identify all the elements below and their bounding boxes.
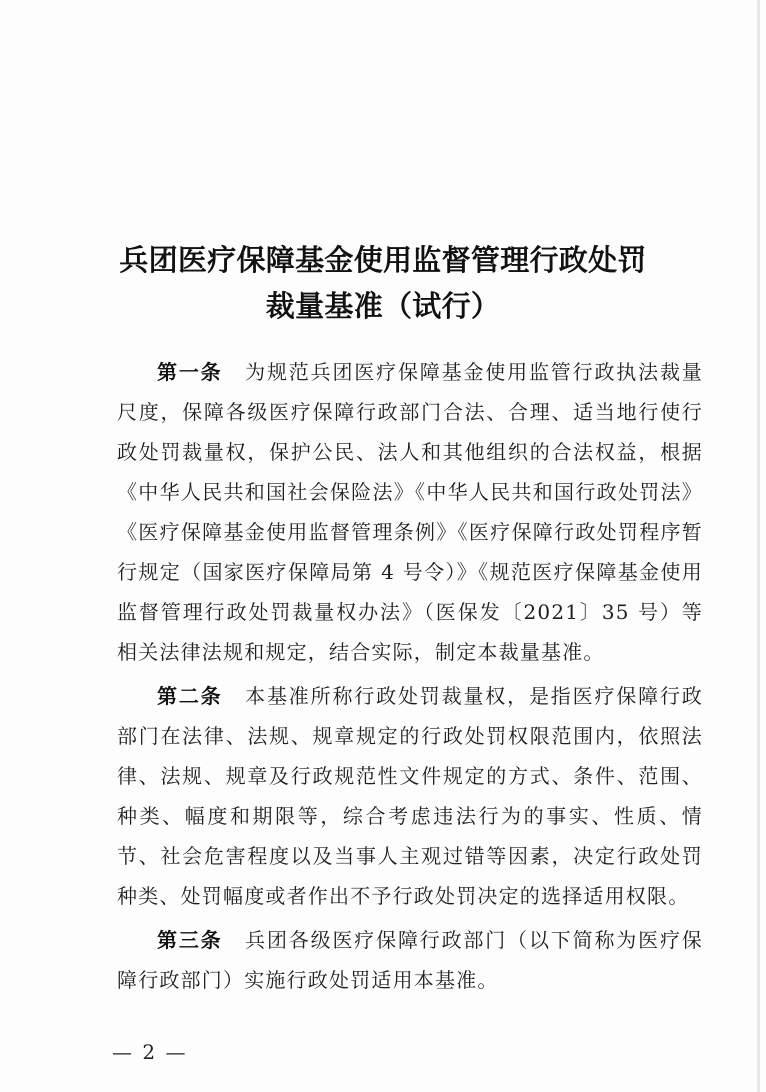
- article-1: [117, 352, 703, 672]
- article-3-text: 兵团各级医疗保障行政部门（以下简称为医疗保障行政部门）实施行政处罚适用本基准。: [117, 928, 703, 992]
- article-1-text: 为规范兵团医疗保障基金使用监管行政执法裁量尺度，保障各级医疗保障行政部门合法、合理、适当地行使行政处罚裁量权，保护公民、法人和其他组织的合法权益，根据《中华人民共和国社会保险法》《中华人民共和国行政处罚法》《医疗保障基金使用监督管理条例》《医疗保障行政处罚程序暂行规定（国家医疗保障局第 4 号令）》《规范医疗保障基金使用监督管理行政处罚裁量权办法》（医保发〔2021〕35 号）等相关法律法规和规定，结合实际，制定本裁量基准。: [117, 360, 703, 664]
- article-2-label: 第二条: [157, 684, 223, 708]
- article-3-label: 第三条: [157, 928, 223, 952]
- article-3: [117, 920, 703, 1000]
- page-number: — 2 —: [112, 1040, 188, 1064]
- page-edge: [757, 0, 760, 1092]
- article-2-text: 本基准所称行政处罚裁量权，是指医疗保障行政部门在法律、法规、规章规定的行政处罚权限范围内，依照法律、法规、规章及行政规范性文件规定的方式、条件、范围、种类、幅度和期限等，综合考虑违法行为的事实、性质、情节、社会危害程度以及当事人主观过错等因素，决定行政处罚种类、处罚幅度或者作出不予行政处罚决定的选择适用权限。: [117, 684, 703, 908]
- article-2: [117, 676, 703, 916]
- document-title-line-1: 兵团医疗保障基金使用监督管理行政处罚: [119, 243, 647, 277]
- document-title-line-2: 裁量基准（试行）: [265, 289, 501, 323]
- article-1-label: 第一条: [157, 360, 223, 384]
- document-body: [117, 352, 703, 1004]
